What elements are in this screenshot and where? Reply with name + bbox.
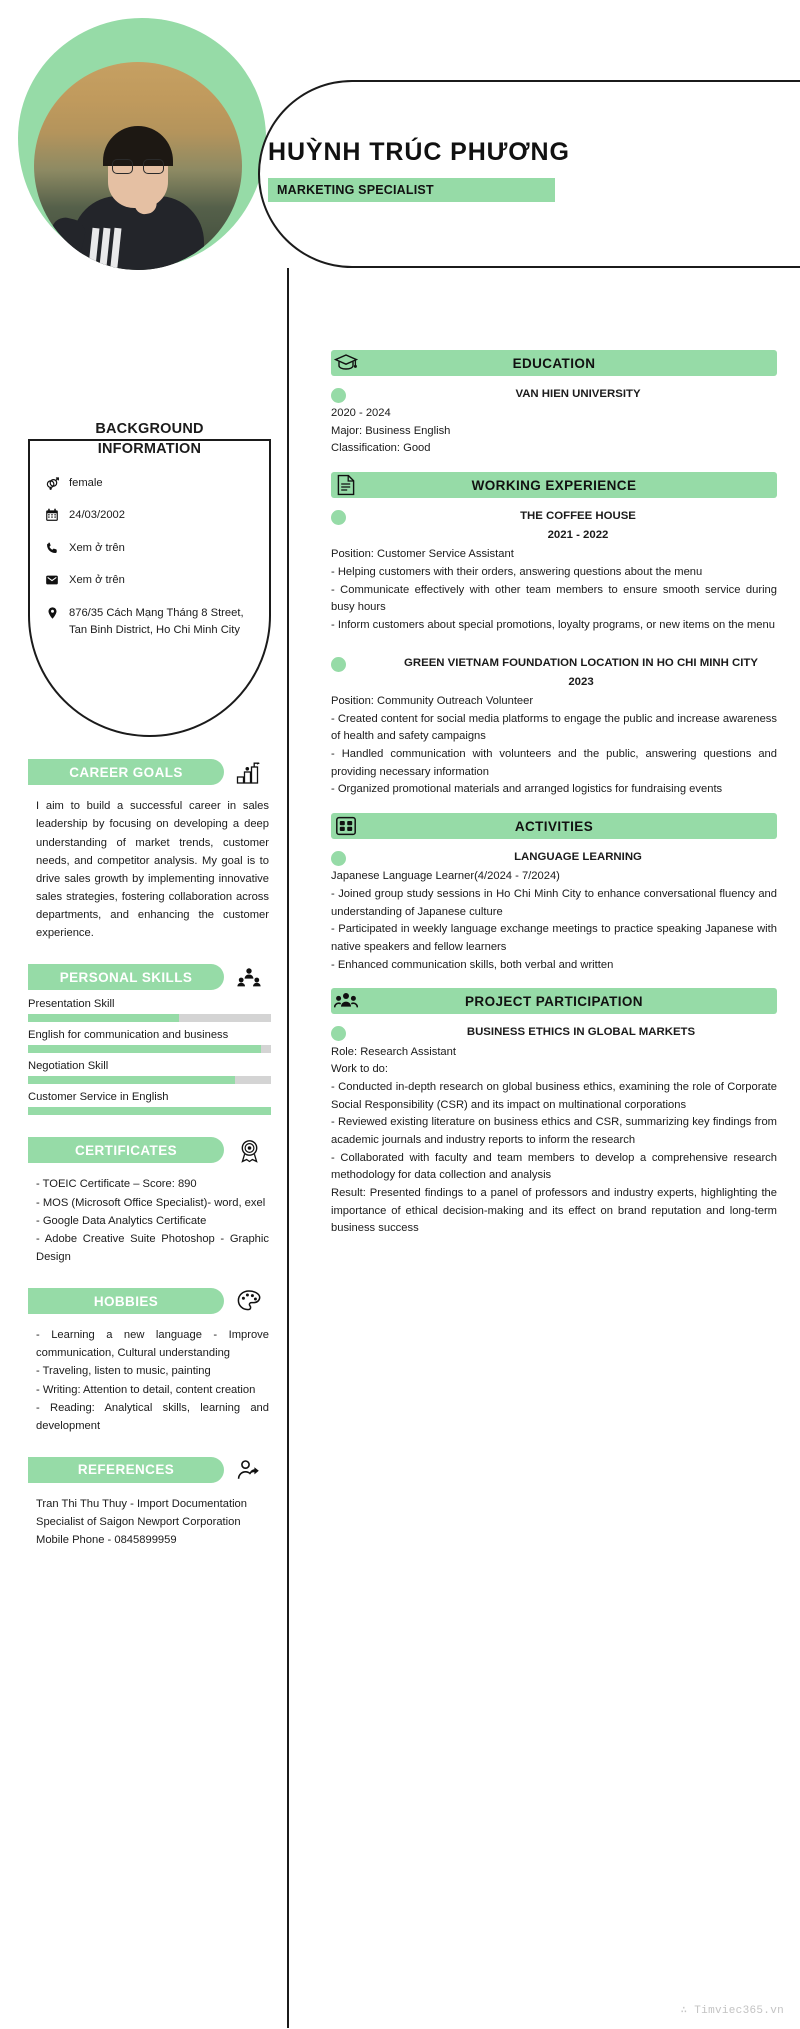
- experience-details: [297, 693, 777, 799]
- section-title: CERTIFICATES: [74, 1142, 178, 1158]
- contact-value: Xem ở trên: [69, 541, 125, 554]
- certificates-list: [28, 1171, 271, 1266]
- hobby-line: - Writing: Attention to detail, content creation: [36, 1383, 256, 1396]
- experience-entry: [297, 508, 777, 544]
- contact-value: 24/03/2002: [69, 509, 125, 522]
- experience-line: - Created content for social media platforms to engage the public and increase awareness of health and safety campaigns: [331, 712, 777, 743]
- experience-period: 2023: [568, 675, 594, 688]
- section-header-certificates: [28, 1137, 224, 1163]
- project-line: Result: Presented findings to a panel of professors and industry experts, highlighting the importance of ethical decision-making and its effect on brand reputation and long-term business success: [331, 1187, 777, 1235]
- experience-line: - Helping customers with their orders, answering questions about the menu: [331, 566, 703, 579]
- role-badge: MARKETING SPECIALIST: [268, 178, 555, 202]
- activity-line: Japanese Language Learner(4/2024 - 7/2024): [331, 870, 560, 883]
- hobby-line: - Traveling, listen to music, painting: [36, 1365, 211, 1378]
- skill-progress-bar: [28, 1076, 271, 1084]
- palette-icon: [234, 1288, 264, 1314]
- project-details: [297, 1044, 777, 1239]
- award-badge-icon: [234, 1137, 264, 1163]
- entry-bullet-dot: [331, 388, 346, 403]
- reference-line: Mobile Phone - 0845899959: [36, 1534, 177, 1547]
- skill-item: [28, 1060, 271, 1084]
- entry-bullet-dot: [331, 657, 346, 672]
- activity-entry: [297, 849, 777, 866]
- certificate-line: - Adobe Creative Suite Photoshop - Graphic Design: [36, 1232, 269, 1263]
- certificate-line: - MOS (Microsoft Office Specialist)- word, exel: [36, 1196, 266, 1209]
- education-line: Classification: Good: [331, 442, 431, 455]
- phone-icon: [44, 540, 60, 555]
- section-title: CAREER GOALS: [69, 764, 183, 780]
- background-title-line1: BACKGROUND: [95, 421, 204, 437]
- education-line: Major: Business English: [331, 424, 451, 437]
- project-line: - Conducted in-depth research on global business ethics, examining the role of Corporate Social Responsibility (CSR) and its impact on multinational corporations: [331, 1080, 777, 1111]
- project-entry: [297, 1024, 777, 1041]
- skills-list: [28, 998, 271, 1115]
- right-column: [297, 350, 777, 1252]
- career-ladder-icon: [234, 759, 264, 785]
- skill-progress-bar: [28, 1045, 271, 1053]
- experience-line: Position: Customer Service Assistant: [331, 548, 514, 561]
- section-title: EDUCATION: [512, 355, 596, 371]
- cv-header: [0, 0, 800, 330]
- education-details: [297, 405, 777, 458]
- activity-line: - Participated in weekly language exchange meetings to practice speaking Japanese with native speakers and fellow learners: [331, 923, 777, 954]
- people-group-icon: [331, 988, 361, 1014]
- section-working-experience: [297, 472, 777, 799]
- section-title: PROJECT PARTICIPATION: [465, 993, 643, 1009]
- references-list: [28, 1491, 271, 1549]
- education-institution: VAN HIEN UNIVERSITY: [515, 388, 641, 400]
- section-header-project-participation: [331, 988, 777, 1014]
- skill-item: [28, 1029, 271, 1053]
- activities-grid-icon: [331, 813, 361, 839]
- header-outline-pill: [258, 80, 800, 268]
- skills-people-icon: [234, 964, 264, 990]
- section-title: ACTIVITIES: [514, 818, 594, 834]
- section-header-education: [331, 350, 777, 376]
- section-project-participation: [297, 988, 777, 1238]
- section-activities: [297, 813, 777, 974]
- skill-progress-bar: [28, 1014, 271, 1022]
- skill-label: Customer Service in English: [28, 1091, 169, 1104]
- page-title: HUỲNH TRÚC PHƯƠNG: [268, 138, 570, 166]
- section-header-personal-skills: [28, 964, 224, 990]
- project-line: - Collaborated with faculty and team members to develop a comprehensive research methodology for data collection and analysis: [331, 1151, 777, 1182]
- reference-line: Tran Thi Thu Thuy - Import Documentation Specialist of Saigon Newport Corporation: [36, 1497, 247, 1529]
- calendar-icon: [44, 507, 60, 522]
- skill-progress-bar: [28, 1107, 271, 1115]
- background-title-line2: INFORMATION: [97, 440, 202, 457]
- contact-row-birthdate: [44, 507, 255, 524]
- gender-icon: [44, 475, 60, 491]
- activity-title: LANGUAGE LEARNING: [514, 851, 642, 864]
- background-information-title: [28, 420, 271, 459]
- hobby-line: - Reading: Analytical skills, learning and development: [36, 1401, 269, 1432]
- hobbies-list: [28, 1322, 271, 1435]
- certificate-line: - TOEIC Certificate – Score: 890: [36, 1178, 197, 1191]
- graduation-cap-icon: [331, 350, 361, 376]
- briefcase-doc-icon: [331, 472, 361, 498]
- activity-line: - Enhanced communication skills, both verbal and written: [331, 958, 614, 971]
- project-line: Role: Research Assistant: [331, 1045, 456, 1058]
- activity-details: [297, 868, 777, 974]
- section-header-hobbies: [28, 1288, 224, 1314]
- contact-value: 876/35 Cách Mạng Tháng 8 Street, Tan Binh District, Ho Chi Minh City: [69, 606, 244, 636]
- photo-glasses: [112, 159, 164, 174]
- section-header-activities: [331, 813, 777, 839]
- skill-item: [28, 998, 271, 1022]
- contact-value: female: [69, 477, 103, 490]
- section-title: WORKING EXPERIENCE: [471, 477, 637, 493]
- experience-line: - Inform customers about special promotions, loyalty programs, or new items on the menu: [331, 619, 775, 632]
- contact-row-email: [44, 572, 255, 589]
- experience-company: THE COFFEE HOUSE: [520, 510, 636, 523]
- section-header-working-experience: [331, 472, 777, 498]
- left-column: [28, 420, 271, 1549]
- site-watermark: ∴ Timviec365.vn: [680, 2005, 784, 2017]
- experience-line: - Organized promotional materials and arranged logistics for fundraising events: [331, 783, 723, 796]
- skill-label: Presentation Skill: [28, 998, 115, 1011]
- certificate-line: - Google Data Analytics Certificate: [36, 1214, 207, 1227]
- location-icon: [44, 605, 60, 620]
- education-entry: [297, 386, 777, 403]
- experience-line: Position: Community Outreach Volunteer: [331, 695, 534, 708]
- project-title: BUSINESS ETHICS IN GLOBAL MARKETS: [466, 1026, 696, 1039]
- experience-period: 2021 - 2022: [547, 529, 609, 542]
- profile-photo: [34, 62, 242, 270]
- experience-line: - Communicate effectively with other team members to ensure smooth service during busy hours: [331, 583, 777, 614]
- experience-details: [297, 546, 777, 634]
- section-header-references: [28, 1457, 224, 1483]
- contact-row-phone: [44, 540, 255, 557]
- column-divider: [287, 268, 289, 2028]
- hobby-line: - Learning a new language - Improve communication, Cultural understanding: [36, 1329, 269, 1360]
- contact-row-address: [44, 605, 255, 640]
- career-goals-text: I aim to build a successful career in sales leadership by focusing on developing a deep understanding of market trends, customer needs, and competitor analysis. My goal is to drive sales growth by implementing innovative sales strategies, fostering collaboration across departments, and enhancing the customer experience.: [36, 800, 269, 940]
- section-title: REFERENCES: [77, 1462, 175, 1478]
- experience-company: GREEN VIETNAM FOUNDATION LOCATION IN HO CHI MINH CITY: [404, 656, 758, 669]
- contact-row-gender: [44, 475, 255, 492]
- contact-value: Xem ở trên: [69, 574, 125, 587]
- experience-line: - Handled communication with volunteers and the public, answering questions and providing necessary information: [331, 748, 777, 778]
- contact-info-box: [28, 439, 271, 737]
- skill-item: [28, 1091, 271, 1115]
- section-title: HOBBIES: [93, 1293, 159, 1309]
- education-line: 2020 - 2024: [331, 407, 391, 420]
- project-line: Work to do:: [331, 1063, 388, 1076]
- skill-label: English for communication and business: [28, 1029, 229, 1042]
- activity-line: - Joined group study sessions in Ho Chi Minh City to enhance conversational fluency and understanding of Japanese culture: [331, 887, 777, 918]
- section-title: PERSONAL SKILLS: [59, 969, 193, 985]
- experience-entry: [297, 655, 777, 691]
- email-icon: [44, 572, 60, 587]
- person-share-icon: [234, 1457, 264, 1483]
- section-education: [297, 350, 777, 458]
- project-line: - Reviewed existing literature on business ethics and CSR, summarizing key findings from academic journals and industry reports to inform the research: [331, 1116, 777, 1146]
- skill-label: Negotiation Skill: [28, 1060, 109, 1073]
- section-header-career-goals: [28, 759, 224, 785]
